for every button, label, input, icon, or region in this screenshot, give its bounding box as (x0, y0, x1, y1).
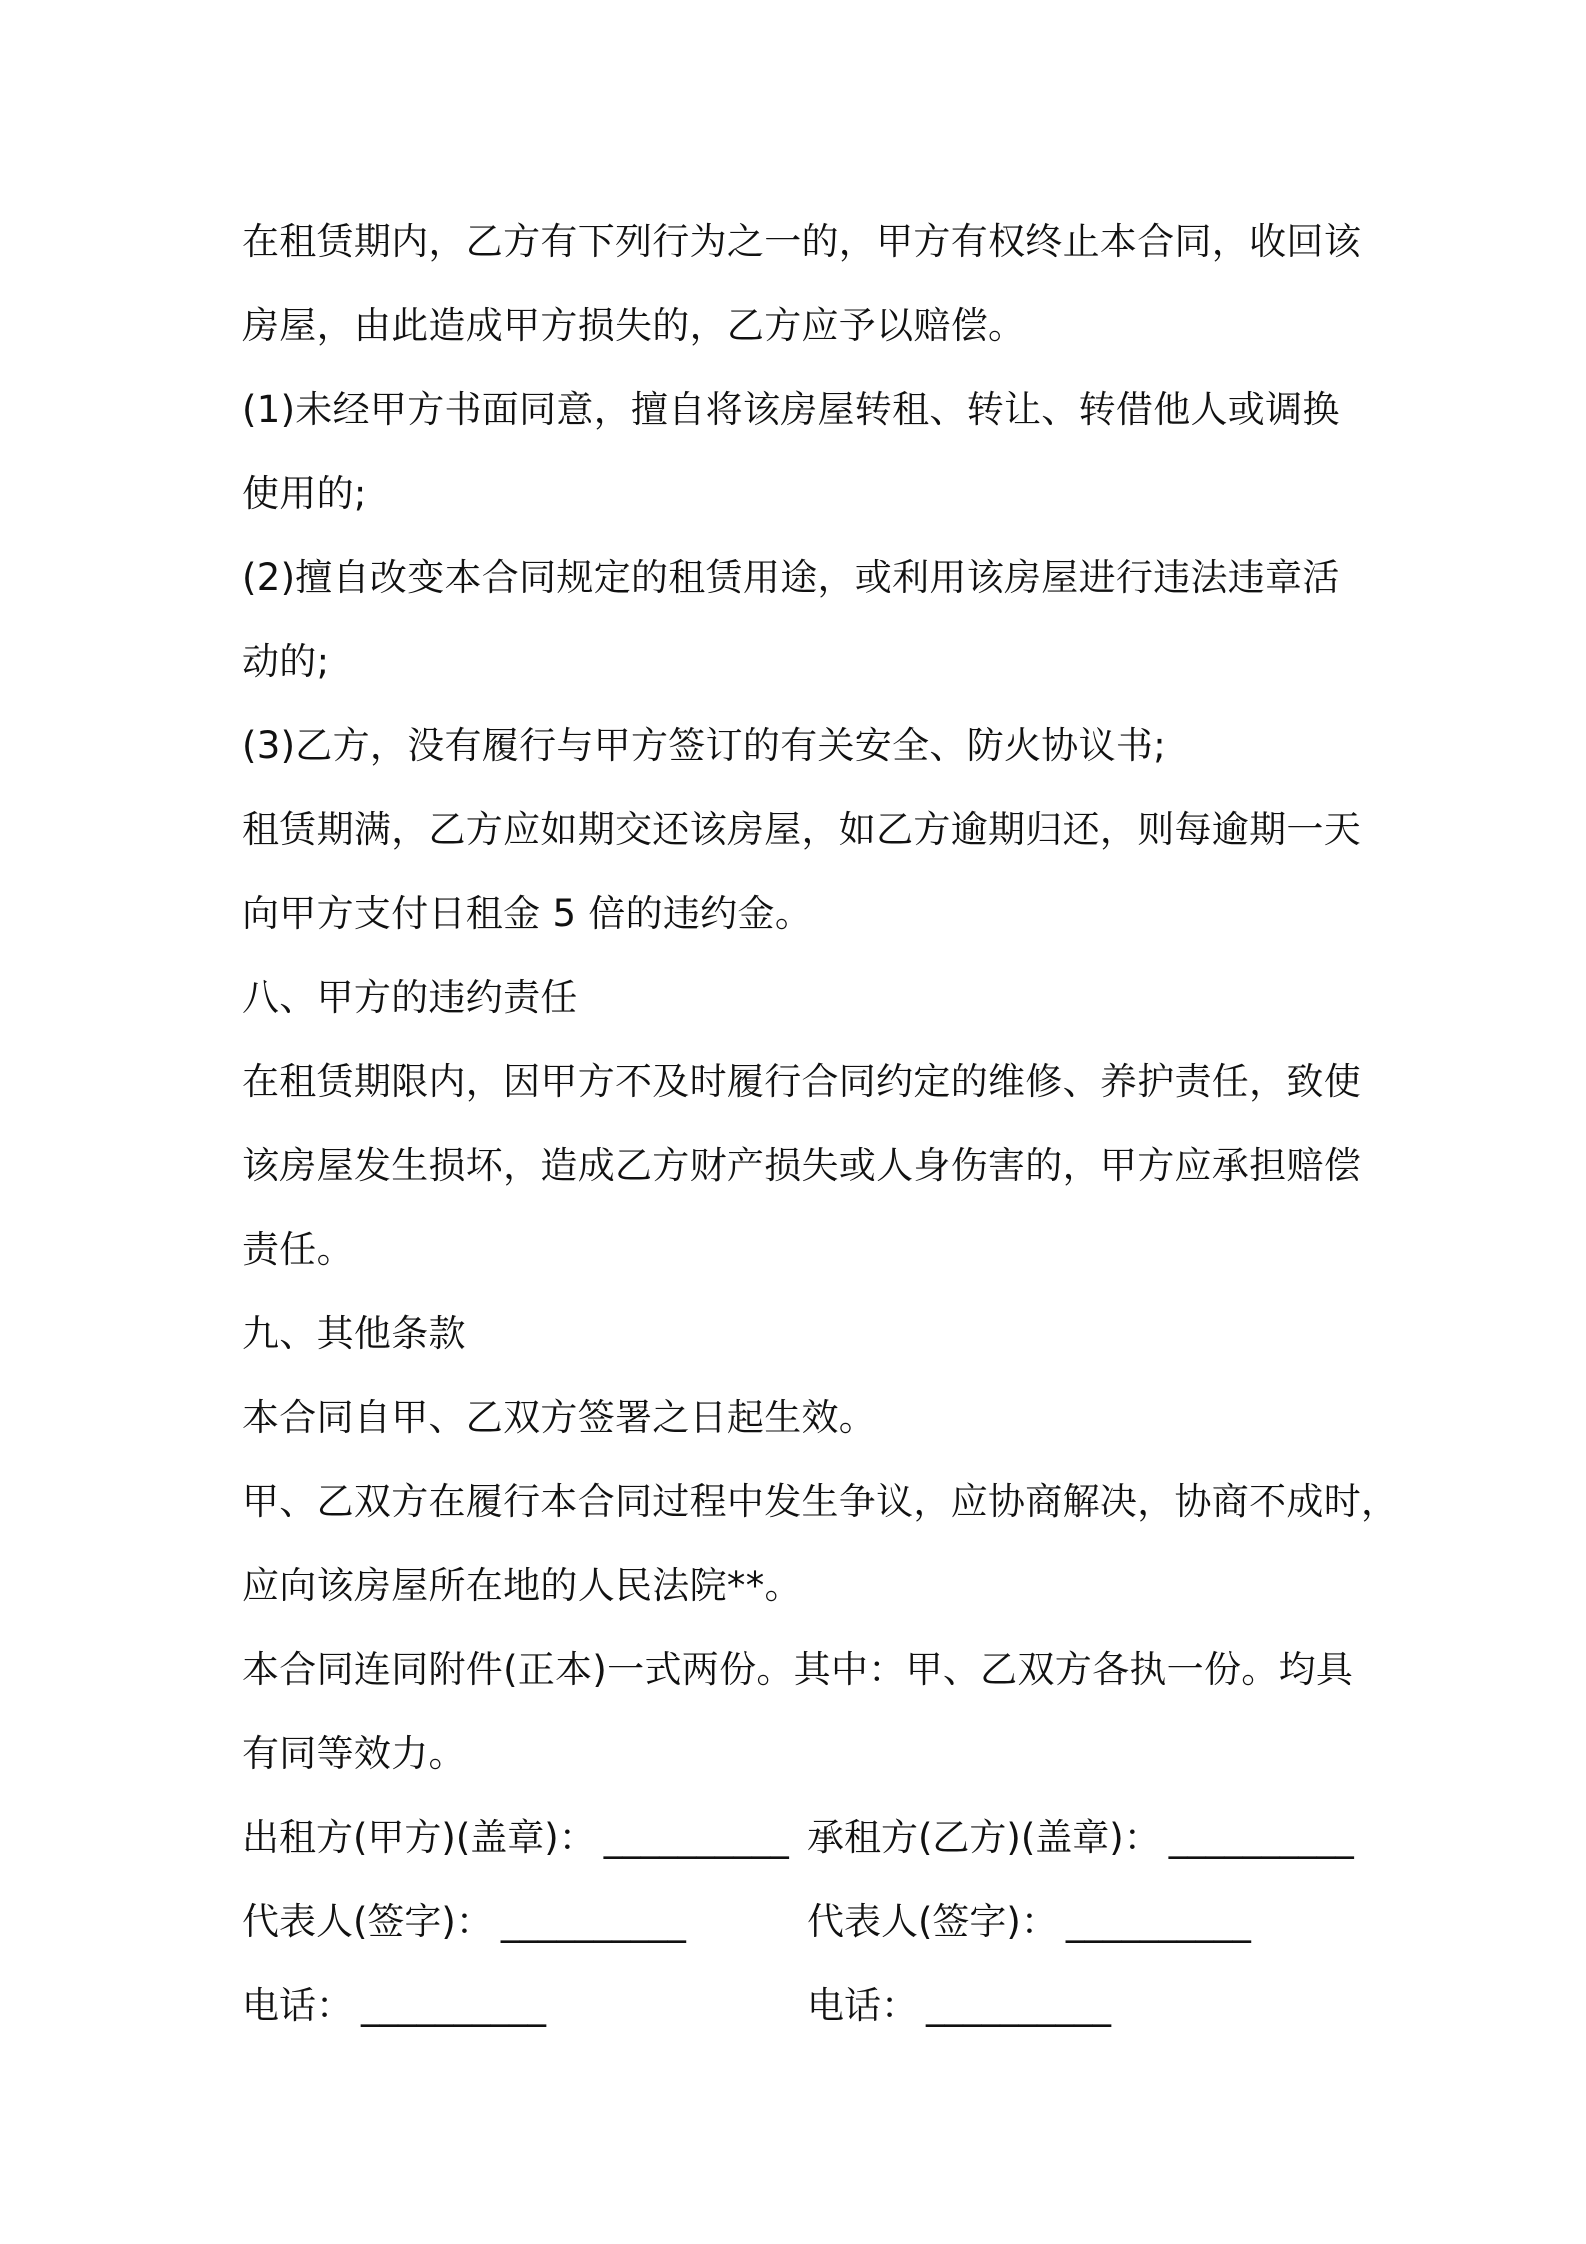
lessee-phone-label: 电话： (807, 1984, 918, 2027)
text-line: (3)乙方，没有履行与甲方签订的有关安全、防火协议书; (242, 724, 1166, 767)
lessee-phone-field (807, 1964, 1372, 2048)
signature-blank: __________ (603, 1816, 789, 1859)
signature-row-representative (242, 1880, 1362, 1964)
text-line: 本合同自甲、乙双方签署之日起生效。 (242, 1396, 877, 1439)
text-line: 在租赁期内，乙方有下列行为之一的，甲方有权终止本合同，收回该 (242, 220, 1361, 263)
lessor-phone-field (242, 1964, 807, 2048)
text-line: 动的; (242, 640, 330, 683)
lessee-rep-field (807, 1880, 1372, 1964)
section-heading: 八、甲方的违约责任 (242, 976, 578, 1019)
signature-blank: __________ (1168, 1816, 1354, 1859)
text-line: 甲、乙双方在履行本合同过程中发生争议，应协商解决，协商不成时， (242, 1480, 1399, 1523)
lessor-rep-field (242, 1880, 807, 1964)
signature-row-seal (242, 1796, 1362, 1880)
document-body (242, 200, 1399, 2048)
text-line: 租赁期满，乙方应如期交还该房屋，如乙方逾期归还，则每逾期一天 (242, 808, 1361, 851)
lessee-seal-label: 承租方(乙方)(盖章)： (807, 1816, 1161, 1859)
text-line: 该房屋发生损坏，造成乙方财产损失或人身伤害的，甲方应承担赔偿 (242, 1144, 1361, 1187)
signature-blank: __________ (926, 1984, 1111, 2027)
text-line: 有同等效力。 (242, 1732, 466, 1775)
text-line: 房屋，由此造成甲方损失的，乙方应予以赔偿。 (242, 304, 1026, 347)
text-line: 使用的; (242, 472, 367, 515)
text-line: (1)未经甲方书面同意，擅自将该房屋转租、转让、转借他人或调换 (242, 388, 1340, 431)
text-line: 责任。 (242, 1228, 354, 1271)
text-line: 应向该房屋所在地的人民法院**。 (242, 1564, 802, 1607)
text-line: 向甲方支付日租金 5 倍的违约金。 (242, 892, 813, 935)
lessee-rep-label: 代表人(签字)： (807, 1900, 1058, 1943)
signature-blank: __________ (1065, 1900, 1251, 1943)
text-line: (2)擅自改变本合同规定的租赁用途，或利用该房屋进行违法违章活 (242, 556, 1340, 599)
lessor-rep-label: 代表人(签字)： (242, 1900, 493, 1943)
section-heading: 九、其他条款 (242, 1312, 466, 1355)
lessor-seal-label: 出租方(甲方)(盖章)： (242, 1816, 596, 1859)
signature-blank: __________ (500, 1900, 686, 1943)
signature-blank: __________ (361, 1984, 546, 2027)
signature-row-phone (242, 1964, 1362, 2048)
lessor-seal-field (242, 1796, 807, 1880)
text-line: 在租赁期限内，因甲方不及时履行合同约定的维修、养护责任，致使 (242, 1060, 1361, 1103)
text-line: 本合同连同附件(正本)一式两份。其中：甲、乙双方各执一份。均具 (242, 1648, 1354, 1691)
lessee-seal-field (807, 1796, 1372, 1880)
lessor-phone-label: 电话： (242, 1984, 353, 2027)
